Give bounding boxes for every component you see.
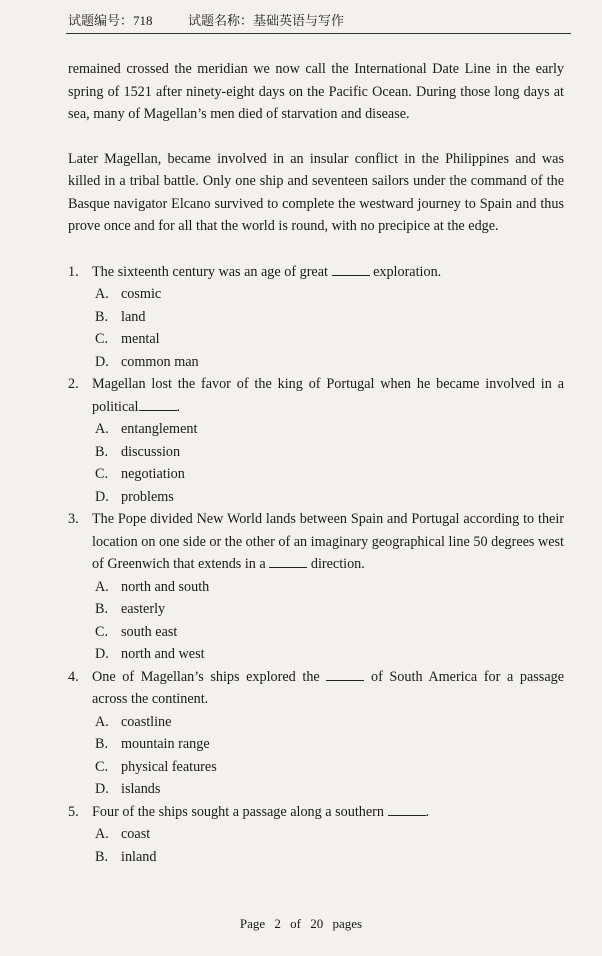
header-divider: [66, 33, 571, 34]
page-content: [68, 58, 564, 868]
option: B. discussion: [95, 443, 181, 460]
question-text: [92, 261, 564, 284]
option: A. coast: [95, 826, 151, 842]
option: B. mountain range: [95, 736, 210, 752]
question-1: [68, 261, 564, 374]
options: [95, 576, 564, 666]
answer-blank: [388, 801, 426, 816]
question-2: [68, 373, 564, 508]
exam-header: [68, 10, 573, 29]
question-text: [92, 373, 564, 418]
question-number: 3.: [68, 511, 79, 527]
options: [95, 418, 564, 508]
question-text: [92, 801, 564, 824]
exam-name: 试题名称：基础英语与写作: [188, 13, 345, 28]
option: C. mental: [95, 331, 160, 347]
option: D. problems: [95, 488, 174, 505]
question-text: [92, 666, 564, 711]
option: C. south east: [95, 623, 178, 640]
answer-blank: [139, 396, 177, 411]
options: [95, 711, 564, 801]
question-number: 5.: [68, 803, 79, 820]
option: D. north and west: [95, 646, 205, 662]
question-stem-end: .: [176, 398, 181, 415]
answer-blank: [269, 553, 307, 568]
question-5: [68, 801, 564, 869]
question-text: [92, 508, 564, 576]
option: A. north and south: [95, 578, 210, 595]
option: D. islands: [95, 781, 161, 797]
option: A. coastline: [95, 713, 172, 730]
answer-blank: [326, 666, 364, 681]
option: C. physical features: [95, 758, 217, 775]
question-stem: The sixteenth century was an age of great: [92, 263, 328, 280]
option: A. cosmic: [95, 286, 162, 302]
question-stem: Magellan lost the favor of the king of Portugal when he became involved in a political: [92, 376, 564, 415]
question-3: [68, 508, 564, 666]
question-number: 2.: [68, 376, 79, 392]
question-number: 4.: [68, 668, 79, 685]
answer-blank: [332, 261, 370, 276]
option: A. entanglement: [95, 421, 198, 437]
options: [95, 823, 564, 868]
option: D. common man: [95, 353, 199, 370]
question-stem: One of Magellan’s ships explored the: [92, 668, 320, 685]
option: C. negotiation: [95, 466, 185, 482]
question-stem-end: of South America for a passage across the continent.: [92, 668, 565, 707]
question-stem: Four of the ships sought a passage along a southern: [92, 803, 384, 820]
page-footer: Page 2 of 20 pages: [239, 916, 363, 931]
question-stem-end: .: [425, 803, 430, 820]
option: B. inland: [95, 848, 157, 865]
question-stem-end: exploration.: [373, 263, 442, 280]
passage-paragraph-1: remained crossed the meridian we now call the International Date Line in the early spring of 1521 after ninety-eight days on the Pacific Ocean. During those long days at sea, many of Magellan’s men died of starvation and disease.: [68, 61, 564, 122]
option: B. easterly: [95, 601, 166, 617]
passage-paragraph-2: Later Magellan, became involved in an insular conflict in the Philippines and was killed in a tribal battle. Only one ship and seventeen sailors under the command of the Basque navigator Elcano survived to complete the westward journey to Spain and thus prove once and for all that the world is round, with no precipice at the edge.: [68, 150, 564, 234]
question-stem-end: direction.: [310, 556, 365, 572]
question-stem: The Pope divided New World lands between Spain and Portugal according to their location on one side or the other of an imaginary geographical line 50 degrees west of Greenwich that extends in a: [92, 511, 564, 572]
question-number: 1.: [68, 263, 79, 280]
question-4: [68, 666, 564, 801]
exam-code: 试题编号：718: [68, 13, 153, 28]
options: [95, 283, 564, 373]
question-list: [68, 261, 564, 869]
option: B. land: [95, 308, 146, 325]
